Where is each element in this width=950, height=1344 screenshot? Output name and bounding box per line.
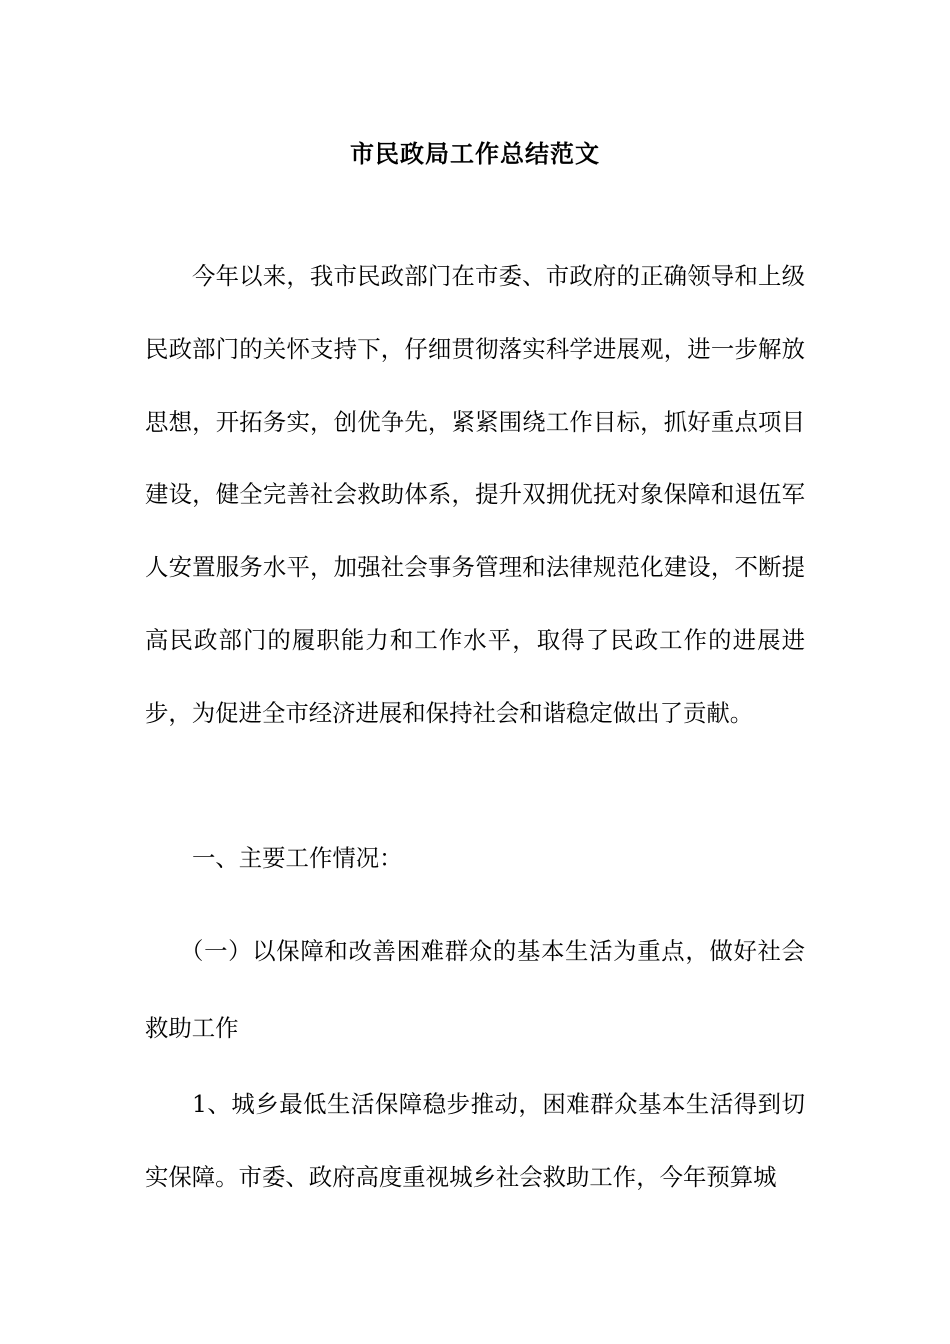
paragraph-intro: 今年以来，我市民政部门在市委、市政府的正确领导和上级民政部门的关怀支持下，仔细贯彻落实科学进展观，进一步解放思想，开拓务实，创优争先，紧紧围绕工作目标，抓好重点项目建设，健全完善社会救助体系，提升双拥优抚对象保障和退伍军人安置服务水平，加强社会事务管理和法律规范化建设，不断提高民政部门的履职能力和工作水平，取得了民政工作的进展进步，为促进全市经济进展和保持社会和谐稳定做出了贡献。	[145, 262, 805, 727]
subsection-heading: （一）以保障和改善困难群众的基本生活为重点，做好社会救助工作	[145, 937, 805, 1042]
document-title: 市民政局工作总结范文	[350, 139, 600, 168]
section-heading: 一、主要工作情况：	[192, 844, 403, 872]
paragraph-item-1: 1、城乡最低生活保障稳步推动，困难群众基本生活得到切实保障。市委、政府高度重视城乡社会救助工作，今年预算城	[145, 1090, 805, 1191]
